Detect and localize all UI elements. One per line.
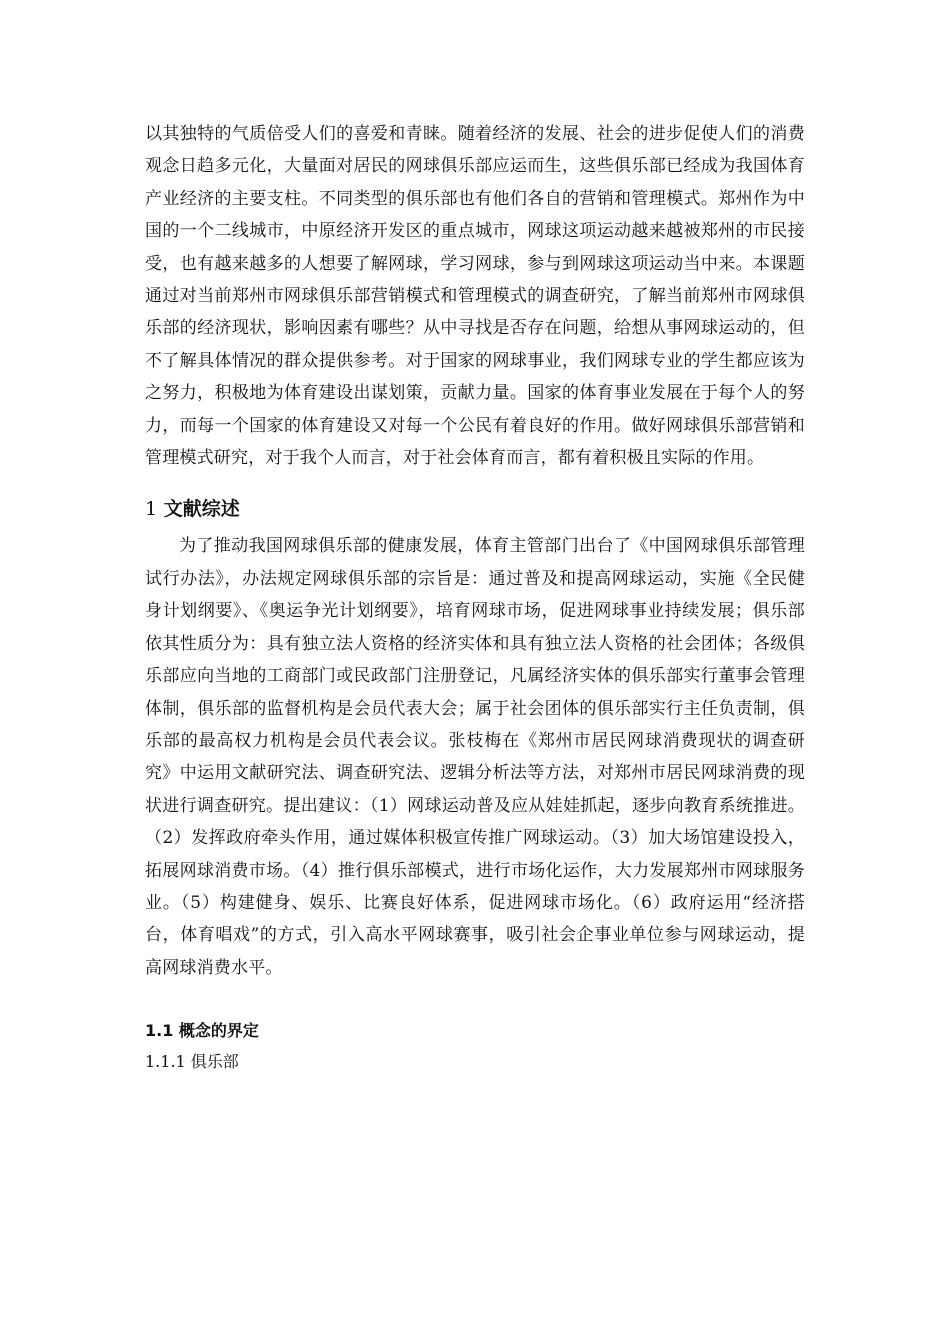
document-page bbox=[145, 118, 805, 1076]
section-number: 1 bbox=[145, 498, 158, 521]
section-title: 文献综述 bbox=[163, 498, 240, 521]
intro-paragraph: 以其独特的气质倍受人们的喜爱和青睐。随着经济的发展、社会的进步促使人们的消费观念日趋多元化，大量面对居民的网球俱乐部应运而生，这些俱乐部已经成为我国体育产业经济的主要支柱。不同类型的俱乐部也有他们各自的营销和管理模式。郑州作为中国的一个二线城市，中原经济开发区的重点城市，网球这项运动越来越被郑州的市民接受，也有越来越多的人想要了解网球，学习网球，参与到网球这项运动当中来。本课题通过对当前郑州市网球俱乐部营销模式和管理模式的调查研究，了解当前郑州市网球俱乐部的经济现状，影响因素有哪些？从中寻找是否存在问题，给想从事网球运动的，但不了解具体情况的群众提供参考。对于国家的网球事业，我们网球专业的学生都应该为之努力，积极地为体育建设出谋划策，贡献力量。国家的体育事业发展在于每个人的努力，而每一个国家的体育建设又对每一个公民有着良好的作用。做好网球俱乐部营销和管理模式研究，对于我个人而言，对于社会体育而言，都有着积极且实际的作用。 bbox=[145, 124, 805, 469]
literature-review-paragraph: 为了推动我国网球俱乐部的健康发展，体育主管部门出台了《中国网球俱乐部管理试行办法》，办法规定网球俱乐部的宗旨是：通过普及和提高网球运动，实施《全民健身计划纲要》、《奥运争光计划纲要》，培育网球市场，促进网球事业持续发展；俱乐部依其性质分为：具有独立法人资格的经济实体和具有独立法人资格的社会团体；各级俱乐部应向当地的工商部门或民政部门注册登记，凡属经济实体的俱乐部实行董事会管理体制，俱乐部的监督机构是会员代表大会；属于社会团体的俱乐部实行主任负责制，俱乐部的最高权力机构是会员代表会议。张枝梅在《郑州市居民网球消费现状的调查研究》中运用文献研究法、调查研究法、逻辑分析法等方法，对郑州市居民网球消费的现状进行调查研究。提出建议：（1）网球运动普及应从娃娃抓起，逐步向教育系统推进。（2）发挥政府牵头作用，通过媒体积极宣传推广网球运动。（3）加大场馆建设投入，拓展网球消费市场。（4）推行俱乐部模式，进行市场化运作，大力发展郑州市网球服务业。（5）构建健身、娱乐、比赛良好体系，促进网球市场化。（6）政府运用“经济搭台，体育唱戏”的方式，引入高水平网球赛事，吸引社会企事业单位参与网球运动，提高网球消费水平。 bbox=[145, 536, 805, 978]
subsubsection-heading-1-1-1: 1.1.1 俱乐部 bbox=[145, 1052, 239, 1072]
subsection-heading-1-1: 1.1 概念的界定 bbox=[145, 1021, 259, 1041]
section-heading-1 bbox=[145, 494, 805, 524]
